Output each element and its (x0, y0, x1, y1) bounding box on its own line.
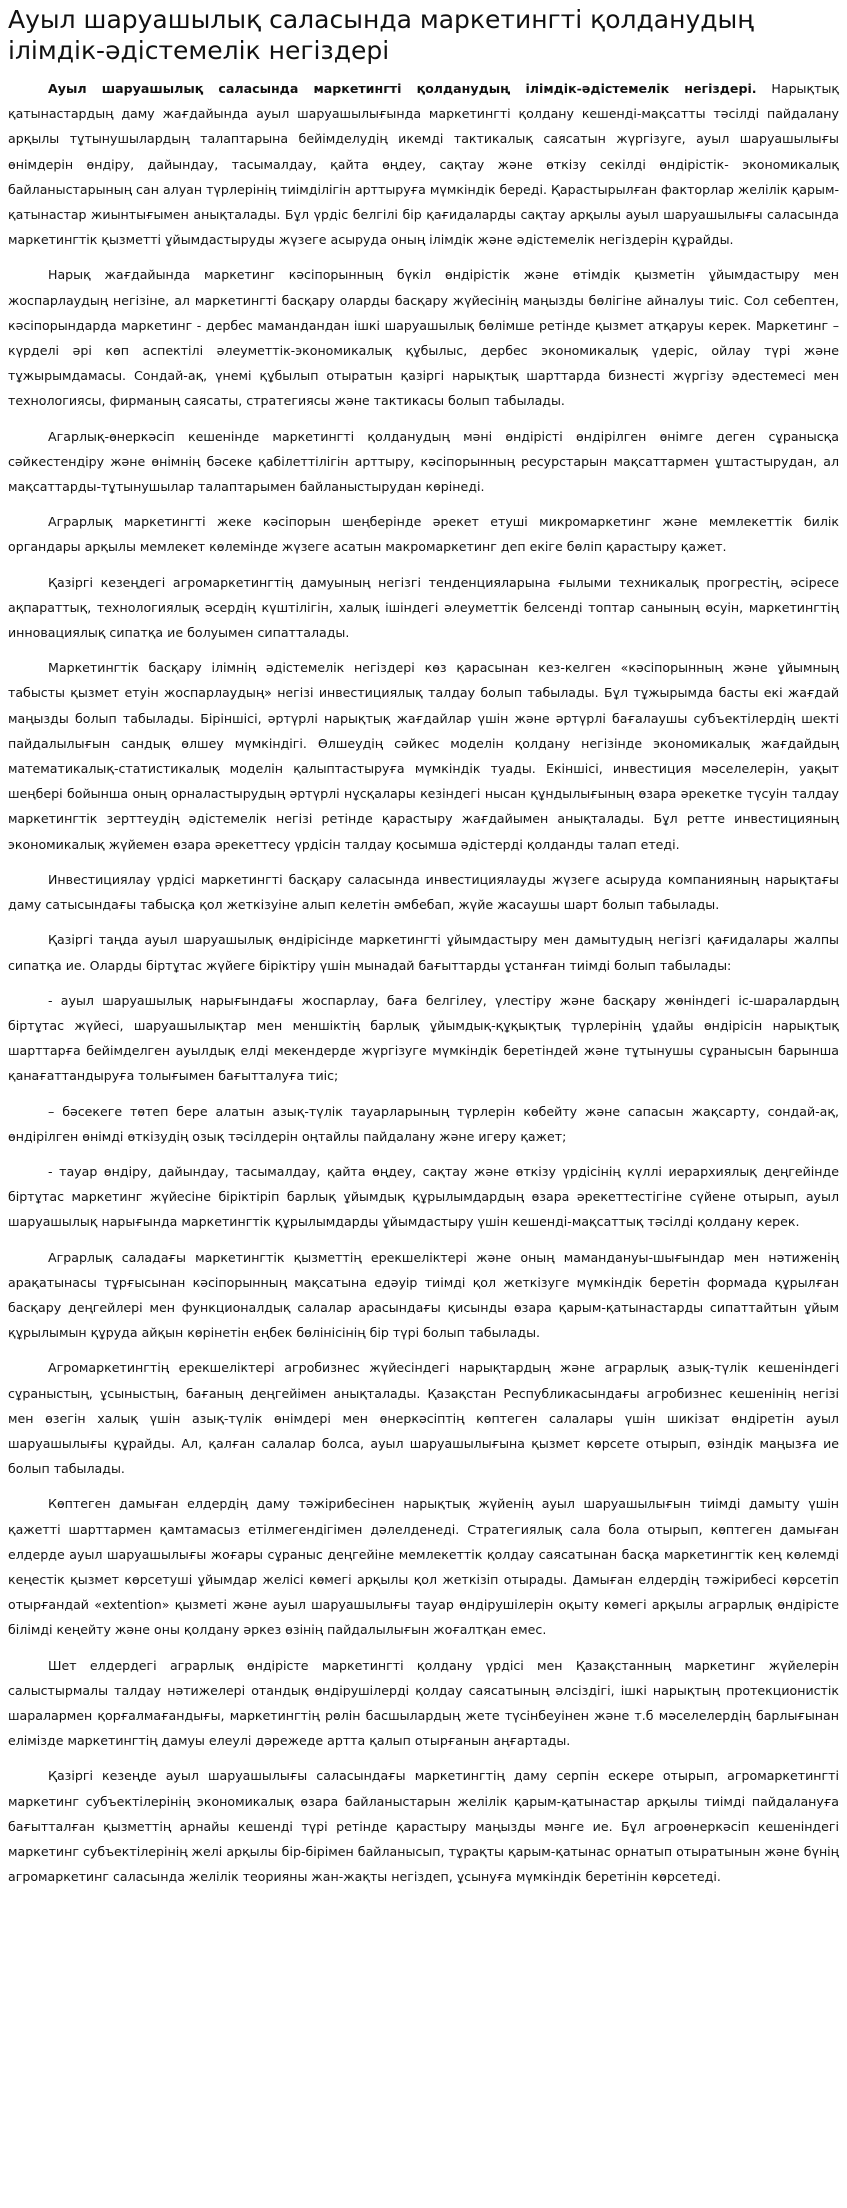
lead-bold-text: Ауыл шаруашылық саласында маркетингті қолданудың ілімдік-әдістемелік негіздері. (48, 81, 757, 96)
paragraph-8: Аграрлық саладағы маркетингтік қызметтің ерекшеліктері және оның мамандануы-шығындар мен нәтиженің арақатынасы тұрғысынан кәсіпорынның мақсатына едәуір тиімді қол жеткізуге мүмкіндік беретін формада құрылған басқару деңгейлері мен функционалдық салалар арасындағы қисынды өзара қарым-қатынастарды сипаттайтын ұйым құрылымын құруда айқын көрінетін еңбек бөлінісінің бір түрі болып табылады. (8, 1249, 839, 1341)
lead-rest-text: Нарықтық қатынастардың даму жағдайында ауыл шаруашылығында маркетингті қолдану кешенді-мақсатты тәсілді пайдалану арқылы тұтынушылардың талаптарына бейімделудің икемді тактикалық саясатын жүргізуге, ауыл шаруашылығы өнімдерін өндіру, дайындау, тасымалдау, қайта өңдеу, сақтау және өткізу секілді өндірістік- экономикалық байланыстарының сан алуан түрлерінің тиімділігін арттыруға мүмкіндік береді. Қарастырылған факторлар желілік қарым-қатынастар жиынтығымен анықталады. Бұл үрдіс белгілі бір қағидаларды сақтау арқылы ауыл шаруашылығы саласында маркетингтік қызметті ұйымдастыруды жүзеге асыруда оның ілімдік және әдістемелік негіздерін құрайды. (8, 81, 839, 248)
lead-paragraph (8, 76, 839, 252)
list-item-1: - ауыл шаруашылық нарығындағы жоспарлау, баға белгілеу, үлестіру және басқару жөніндегі іс-шаралардың біртұтас жүйесі, шаруашылықтар мен меншіктің барлық ұйымдық-құқықтық түрлерінің ұдайы өндірісін нарықтық шарттарға бейімделген ауылдық елді мекендерде жүргізуге мүмкіндік беретіндей және тұтынушы сұранысын барынша қанағаттандыруға толығымен бағытталуға тиіс; (8, 992, 839, 1084)
paragraph-6: Инвестициялау үрдісі маркетингті басқару саласында инвестициялауды жүзеге асыруда компанияның нарықтағы даму сатысындағы табысқа қол жеткізуіне алып келетін әмбебап, жүйе жасаушы шарт болып табылады. (8, 871, 839, 913)
paragraph-11: Шет елдердегі аграрлық өндірісте маркетингті қолдану үрдісі мен Қазақстанның маркетинг жүйелерін салыстырмалы талдау нәтижелері отандық өндірушілерді қолдау саясатының әлсіздігі, ішкі нарықтың протекционистік шаралармен қорғалмағандығы, маркетингтің рөлін басшылардың жете түсінбеуінен және т.б мәселелердің барлығынан елімізде маркетингтің дамуы елеулі дәрежеде артта қалып отырғанын аңғартады. (8, 1657, 839, 1749)
paragraph-9: Агромаркетингтің ерекшеліктері агробизнес жүйесіндегі нарықтардың және аграрлық азық-түлік кешеніндегі сұраныстың, ұсыныстың, бағаның деңгейімен анықталады. Қазақстан Республикасындағы агробизнес кешенінің негізі мен өзегін халық үшін азық-түлік өнімдері мен өнеркәсіптің көптеген салалары үшін шикізат өндіретін ауыл шаруашылығы құрайды. Ал, қалған салалар болса, ауыл шаруашылығына қызмет көрсете отырып, өзіндік маңызға ие болып табылады. (8, 1360, 839, 1477)
paragraph-2: Агарлық-өнеркәсіп кешенінде маркетингті қолданудың мәні өндірісті өндірілген өнімге деген сұранысқа сәйкестендіру және өнімнің бәсеке қабілеттілігін арттыру, кәсіпорынның ресурстарын мақсаттармен ұштастырудан, ал мақсаттарды-тұтынушылар талаптарымен байланыстырудан көрінеді. (8, 428, 839, 495)
paragraph-10: Көптеген дамыған елдердің даму тәжірибесінен нарықтық жүйенің ауыл шаруашылығын тиімді дамыту үшін қажетті шарттармен қамтамасыз етілмегендігімен дәлелденеді. Стратегиялық сала бола отырып, көптеген дамыған елдерде ауыл шаруашылығы жоғары сұраныс деңгейіне мемлекеттік қолдау саясатынан басқа маркетингтік кең көлемді кеңестік қызмет көрсетуші ұйымдар желісі көмегі арқылы қол жеткізіп отырады. Дамыған елдердің тәжірибесі көрсетіп отырғандай «extention» қызметі және ауыл шаруашылығы тауар өндірушілерін оқыту көмегі арқылы аграрлық өндірісте білімді кеңейту және оны қолдану әркез өзінің пайдалылығын жоғалтқан емес. (8, 1496, 839, 1638)
paragraph-3: Аграрлық маркетингті жеке кәсіпорын шеңберінде әрекет етуші микромаркетинг және мемлекеттік билік органдары арқылы мемлекет көлемінде жүзеге асатын макромаркетинг деп екіге бөліп қарастыру қажет. (8, 514, 839, 555)
page-title: Ауыл шаруашылық саласында маркетингті қолданудың ілімдік-әдістемелік негіздері (8, 5, 754, 65)
paragraph-4: Қазіргі кезеңдегі агромаркетингтің дамуының негізгі тенденцияларына ғылыми техникалық прогрестің, әсіресе ақпараттық, технологиялық әсердің күштілігін, халық ішіндегі әлеуметтік белсенді топтар санының өсуін, маркетингтің инновациялық сипатқа ие болуымен сипатталады. (8, 574, 839, 641)
list-item-3: - тауар өндіру, дайындау, тасымалдау, қайта өңдеу, сақтау және өткізу үрдісінің күллі иерархиялық деңгейінде біртұтас маркетинг жүйесіне біріктіріп барлық ұйымдық құрылымдардың өзара әрекеттестігіне сүйене отырып, ауыл шаруашылық нарығында маркетингтік құрылымдарды ұйымдастыру үшін кешенді-мақсаттық тәсілді қолдану керек. (8, 1163, 839, 1230)
paragraph-1: Нарық жағдайында маркетинг кәсіпорынның бүкіл өндірістік және өтімдік қызметін ұйымдастыру мен жоспарлаудың негізіне, ал маркетингті басқару оларды басқару жүйесінің маңызды бөлігіне айналуы тиіс. Сол себептен, кәсіпорындарда маркетинг - дербес мамандандан ішкі шаруашылық бөлімше ретінде қызмет атқаруы керек. Маркетинг – күрделі әрі көп аспектілі әлеуметтік-экономикалық құбылыс, дербес экономикалық үдеріс, ойлау түрі және тұжырымдамасы. Сондай-ақ, үнемі құбылып отыратын қазіргі нарықтық шарттарда бизнесті жүргізу әдестемесі мен технологиясы, фирманың саясаты, стратегиясы және тактикасы болып табылады. (8, 267, 839, 409)
paragraph-12: Қазіргі кезеңде ауыл шаруашылығы саласындағы маркетингтің даму серпін ескере отырып, агромаркетингті маркетинг субъектілерінің экономикалық өзара байланыстарын желілік қарым-қатынастар арқылы тиімді пайдалануға бағытталған қызметтің арнайы кешенді түрі ретінде қарастыру маңызды мәнге ие. Бұл агроөнеркәсіп кешеніндегі маркетинг субъектілерінің желі арқылы бір-бірімен байланысып, тұрақты қарым-қатынас орнатып отыратынын және бүнің агромаркетинг саласында желілік теорияны жан-жақты негіздеп, ұсынуға мүмкіндік беретінін көрсетеді. (8, 1768, 839, 1885)
paragraph-7: Қазіргі таңда ауыл шаруашылық өндірісінде маркетингті ұйымдастыру мен дамытудың негізгі қағидалары жалпы сипатқа ие. Оларды біртұтас жүйеге біріктіру үшін мынадай бағыттарды ұстанған тиімді болып табылады: (8, 932, 839, 973)
list-item-2: – бәсекеге төтеп бере алатын азық-түлік тауарларының түрлерін көбейту және сапасын жақсарту, сондай-ақ, өндірілген өнімді өткізудің озық тәсілдерін оңтайлы пайдалану және игеру қажет; (8, 1103, 839, 1144)
paragraph-5: Маркетингтік басқару ілімнің әдістемелік негіздері көз қарасынан кез-келген «кәсіпорынның және ұйымның табысты қызмет етуін жоспарлаудың» негізі инвестициялық талдау болып табылады. Бұл тұжырымда басты екі жағдай маңызды болып табылады. Біріншісі, әртүрлі нарықтық жағдайлар үшін және әртүрлі бағалаушы субъектілердің шекті пайдалылығын сандық өлшеу мүмкіндігі. Өлшеудің сәйкес моделін қолдану негізінде экономикалық жағдайдың математикалық-статистикалық моделін қалыптастыруға мүмкіндік туады. Екіншісі, инвестиция мәселелерін, уақыт шеңбері бойынша оның орналастырудың әртүрлі нұсқалары кезіндегі нысан құндылығының өзара әрекетке түсуін талдау маркетингтік зерттеудің әдістемелік негізі ретінде қарастыру жағдайымен анықталады. Бұл ретте инвестицияның экономикалық жүйемен өзара әрекеттесу үрдісін талдау қосымша әдістерді қолданды талап етеді. (8, 660, 839, 852)
